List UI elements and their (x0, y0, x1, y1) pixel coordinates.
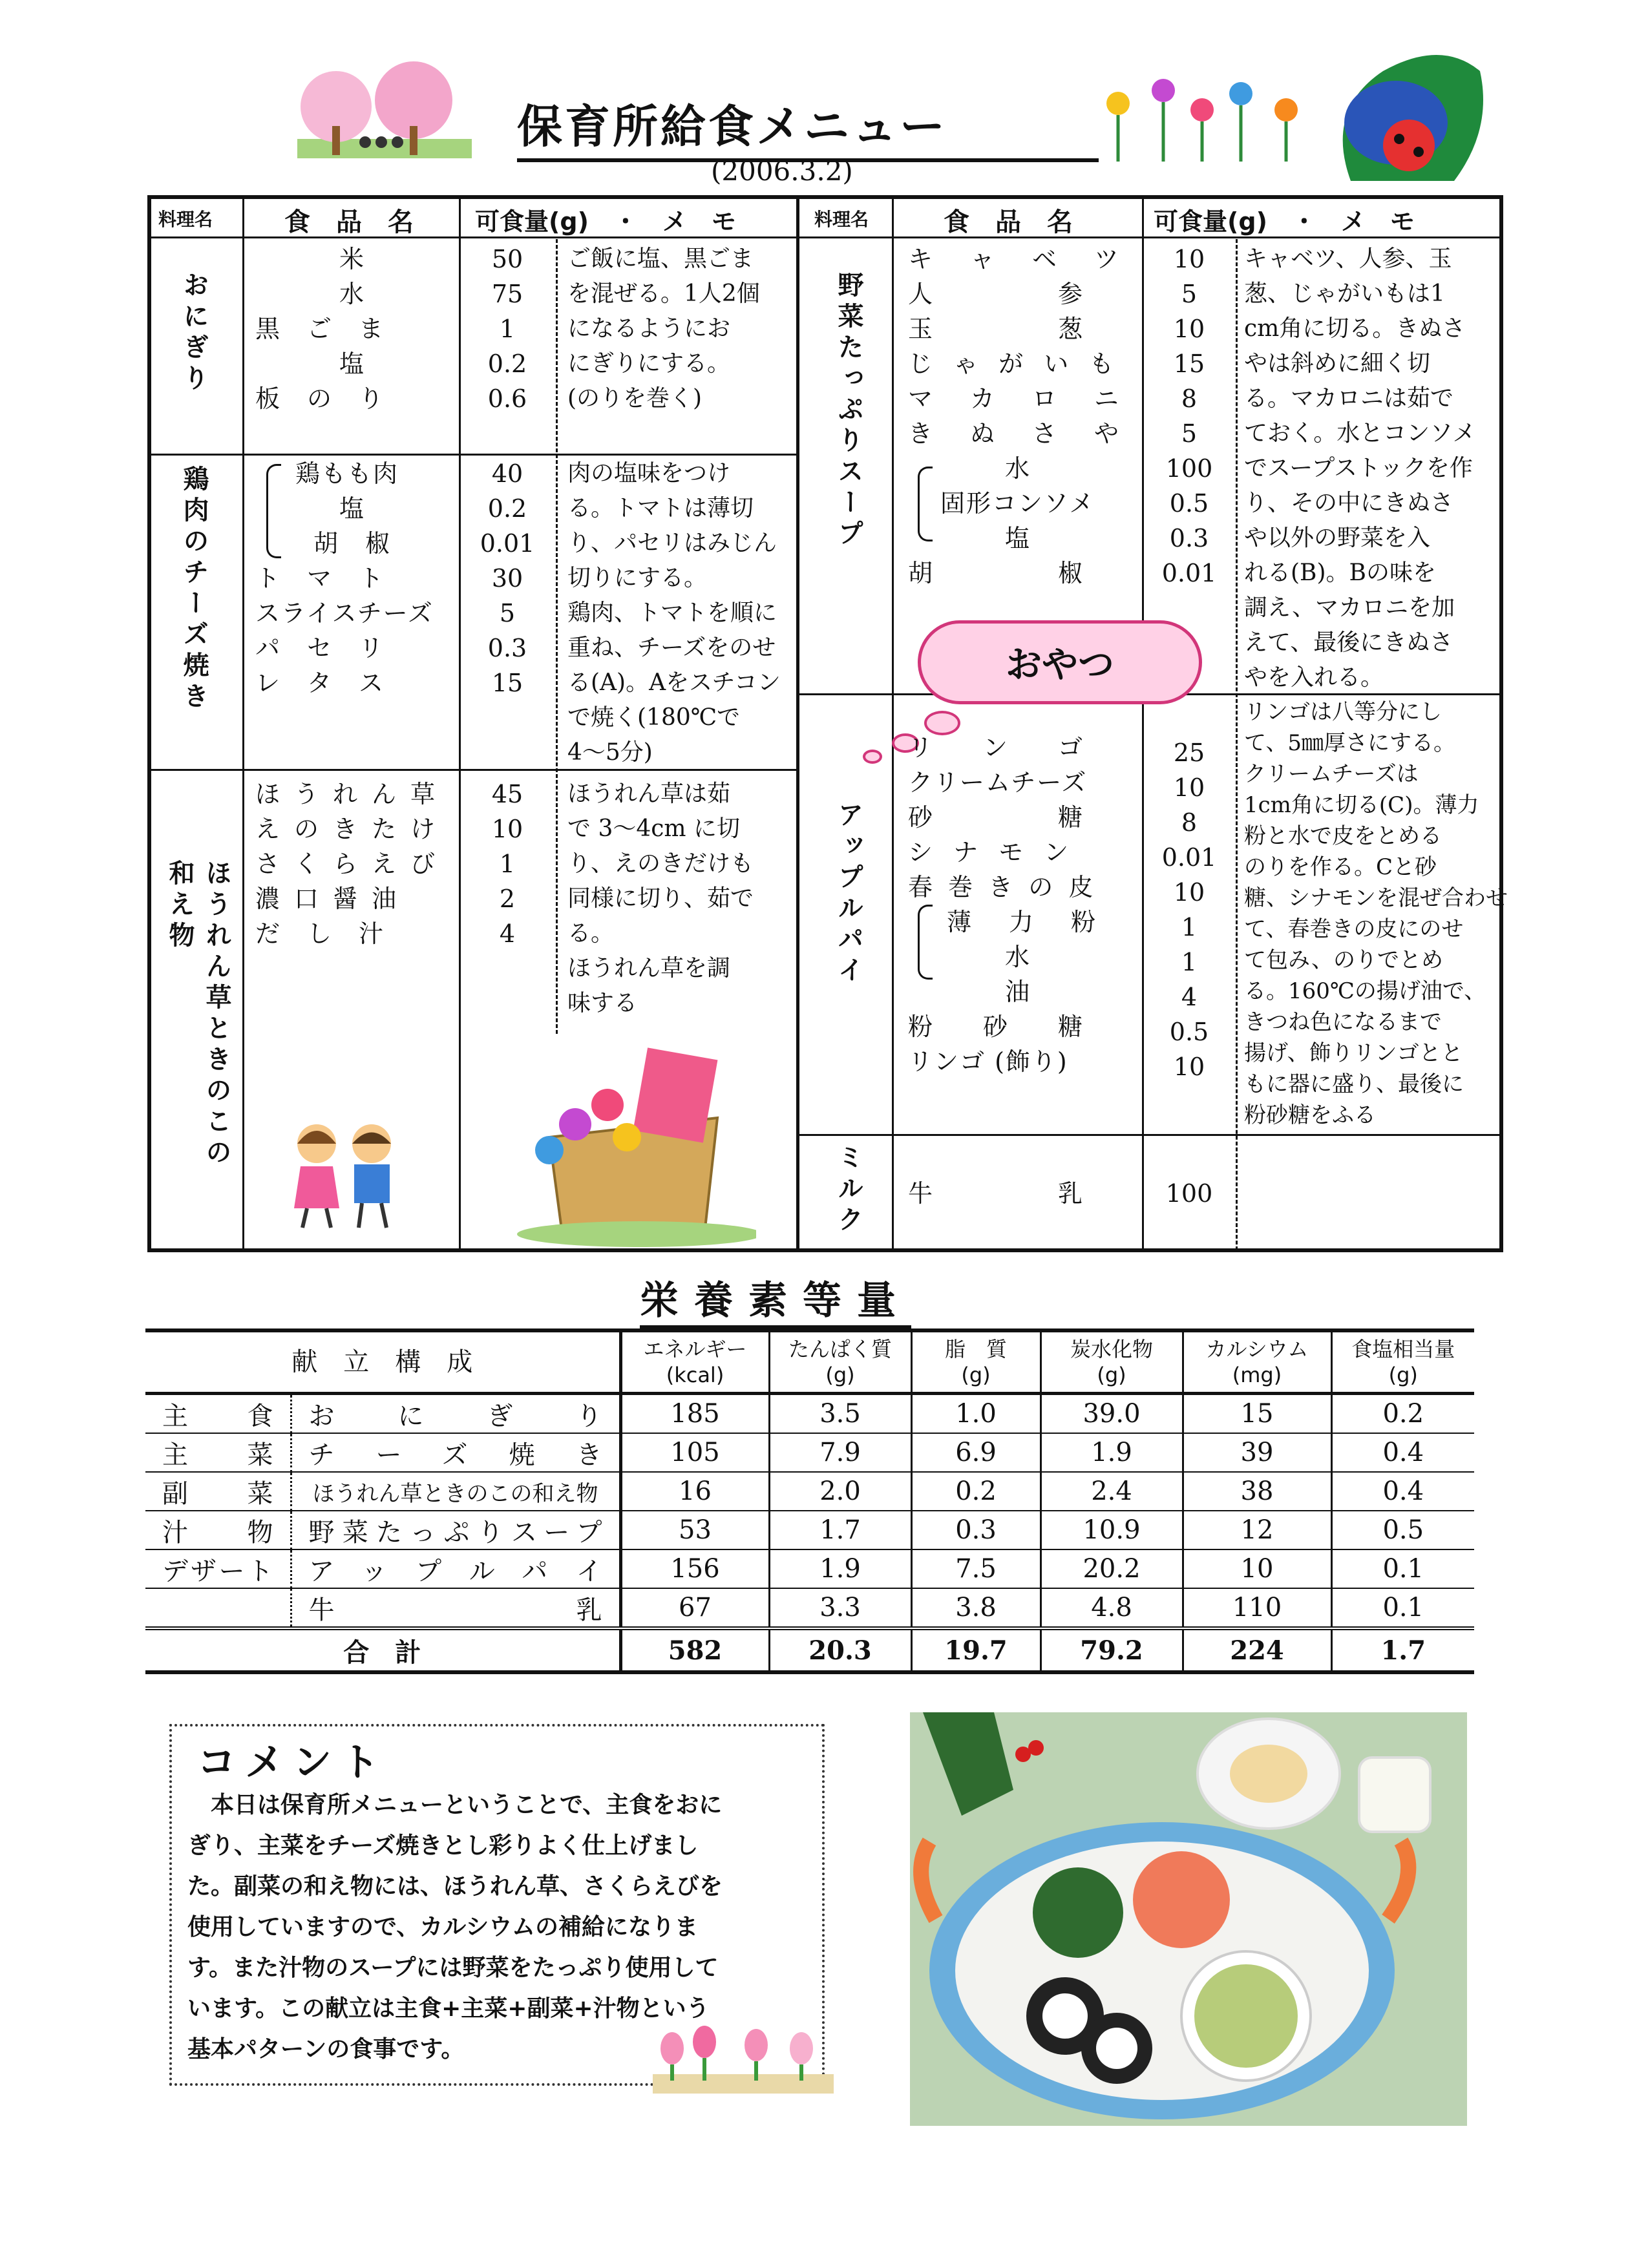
col-carbs: 炭水化物 (g) (1041, 1330, 1183, 1394)
ingredients-apple-pie: リ ン ゴ クリームチーズ 砂 糖 シ ナ モ ン 春 巻 き の 皮 薄 力 粉 水 油 粉 砂 糖 リンゴ (飾り) (908, 733, 1103, 1076)
col-protein: たんぱく質 (g) (769, 1330, 911, 1394)
table-row: 汁物 野菜たっぷりスープ 53 1.7 0.3 10.9 12 0.5 (145, 1511, 1474, 1549)
meal-photo (910, 1712, 1467, 2126)
ingredients-chicken: 鶏もも肉 塩 胡 椒 ト マ ト スライスチーズ パ セ リ レ タ ス (255, 459, 434, 697)
table-row-total: 合 計 582 20.3 19.7 79.2 224 1.7 (145, 1628, 1474, 1672)
col-fat: 脂 質 (g) (911, 1330, 1041, 1394)
table-row: 主食 おにぎり 185 3.5 1.0 39.0 15 0.2 (145, 1394, 1474, 1434)
dish-name-spinach: ほうれん草ときのこの和え物 (165, 859, 231, 1170)
memo-spinach: ほうれん草は茹 で 3〜4cm に切 り、えのきだけも 同様に切り、茹で る。 ほうれん草を調 味する (567, 781, 754, 1016)
oyatsu-label: おやつ (918, 620, 1202, 704)
ingredients-spinach: ほうれん草 えのきたけ さくらえび 濃口醤油 だ し 汁 (255, 780, 450, 948)
comment-text: 本日は保育所メニューということで、主食をおに ぎり、主菜をチーズ焼きとし彩りよく仕上げまし た。副菜の和え物には、ほうれん草、さくらえびを 使用していますので、カルシウムの補給になりま す。また汁物のスープには野菜をたっぷり使用して います。この献立は主食+主菜+副菜+汁物という 基本パターンの食事です。 (187, 1792, 723, 2063)
col-salt: 食塩相当量 (g) (1351, 1337, 1455, 1387)
qty-spinach: 45 10 1 2 4 (491, 780, 523, 948)
nutrition-title: 栄養素等量 (640, 1270, 911, 1328)
comment-title: コメント (197, 1740, 388, 1785)
ingredients-onigiri: 米 水 黒 ご ま 塩 板 の り (255, 245, 385, 413)
header-qty-right: 可食量(g) ・ メ モ (1154, 207, 1415, 236)
memo-chicken: 肉の塩味をつけ る。トマトは薄切 り、パセリはみじん 切りにする。 鶏肉、トマトを順に 重ね、チーズをのせ る(A)。Aをスチコン で焼く(180℃で 4〜5分) (567, 460, 781, 766)
ingredients-soup: キ ャ ベ ツ 人 参 玉 葱 じ ゃ が い も マ カ ロ ニ き ぬ さ や 水 固形コンソメ 塩 胡 椒 (908, 245, 1126, 587)
nutrition-table (145, 1328, 1474, 1674)
dish-name-onigiri: おにぎり (179, 271, 209, 395)
table-row: 牛乳 67 3.3 3.8 4.8 110 0.1 (145, 1588, 1474, 1628)
qty-chicken: 40 0.2 0.01 30 5 0.3 15 (480, 459, 535, 697)
composition-header: 献 立 構 成 (145, 1330, 620, 1394)
header-dish-right: 料理名 (814, 209, 869, 230)
dish-name-apple-pie: アップルパイ (834, 801, 863, 987)
dish-name-vegetable-soup: 野菜たっぷりスープ (834, 271, 863, 551)
dish-name-milk: ミルク (834, 1144, 863, 1237)
header-food-left: 食 品 名 (284, 207, 414, 237)
table-row: デザート アップルパイ 156 1.9 7.5 20.2 10 0.1 (145, 1549, 1474, 1588)
col-energy: エネルギー (kcal) (620, 1330, 769, 1394)
table-row: 副菜 ほうれん草ときのこの和え物 16 2.0 0.2 2.4 38 0.4 (145, 1472, 1474, 1511)
flower-ladybug-illustration (1079, 32, 1493, 194)
dish-name-chicken-cheese: 鶏肉のチーズ焼き (179, 465, 209, 713)
header-qty-left: 可食量(g) ・ メ モ (475, 207, 736, 236)
qty-apple-pie: 25 10 8 0.01 10 1 1 4 0.5 10 (1161, 739, 1217, 1081)
header-food-right: 食 品 名 (944, 207, 1073, 237)
memo-apple-pie: リンゴは八等分にし て、5㎜厚さにする。 クリームチーズは 1cm角に切る(C)。薄力 粉と水で皮をとめる のりを作る。Cと砂 糖、シナモンを混ぜ合わせ て、春巻きの皮にのせ て包み、のりでとめ る。160℃の揚げ油で、 きつね色になるまで 揚げ、飾りリンゴとと もに器に盛り、最後に 粉砂糖をふる (1244, 699, 1508, 1128)
col-calcium: カルシウム (mg) (1183, 1330, 1331, 1394)
children-illustration (278, 1118, 414, 1234)
table-row: 主菜 チーズ焼き 105 7.9 6.9 1.9 39 0.4 (145, 1433, 1474, 1472)
ingredients-milk: 牛 乳 (908, 1179, 1096, 1208)
page-title: 保育所給食メニュー (517, 90, 1099, 162)
qty-milk: 100 (1165, 1179, 1213, 1208)
header-dish-left: 料理名 (158, 209, 213, 230)
flower-basket-illustration (511, 1040, 756, 1254)
memo-soup: キャベツ、人参、玉 葱、じゃがいもは1 cm角に切る。きぬさ やは斜めに細く切 る。マカロニは茹で ておく。水とコンソメ でスープストックを作 り、その中にきぬさ や以外の野菜を入 れる(B)。Bの味を 調え、マカロニを加 えて、最後にきぬさ やを入れる。 (1244, 246, 1476, 691)
qty-onigiri: 50 75 1 0.2 0.6 (487, 245, 527, 413)
qty-soup: 10 5 10 15 8 5 100 0.5 0.3 0.01 (1161, 245, 1217, 587)
bubble-dot-small (863, 750, 882, 764)
memo-onigiri: ご飯に塩、黒ごま を混ぜる。1人2個 になるようにお にぎりにする。 (のりを巻く) (567, 246, 760, 412)
page-date: (2006.3.2) (711, 155, 853, 187)
cherry-tree-illustration (291, 61, 478, 165)
tulips-illustration (627, 2016, 860, 2100)
